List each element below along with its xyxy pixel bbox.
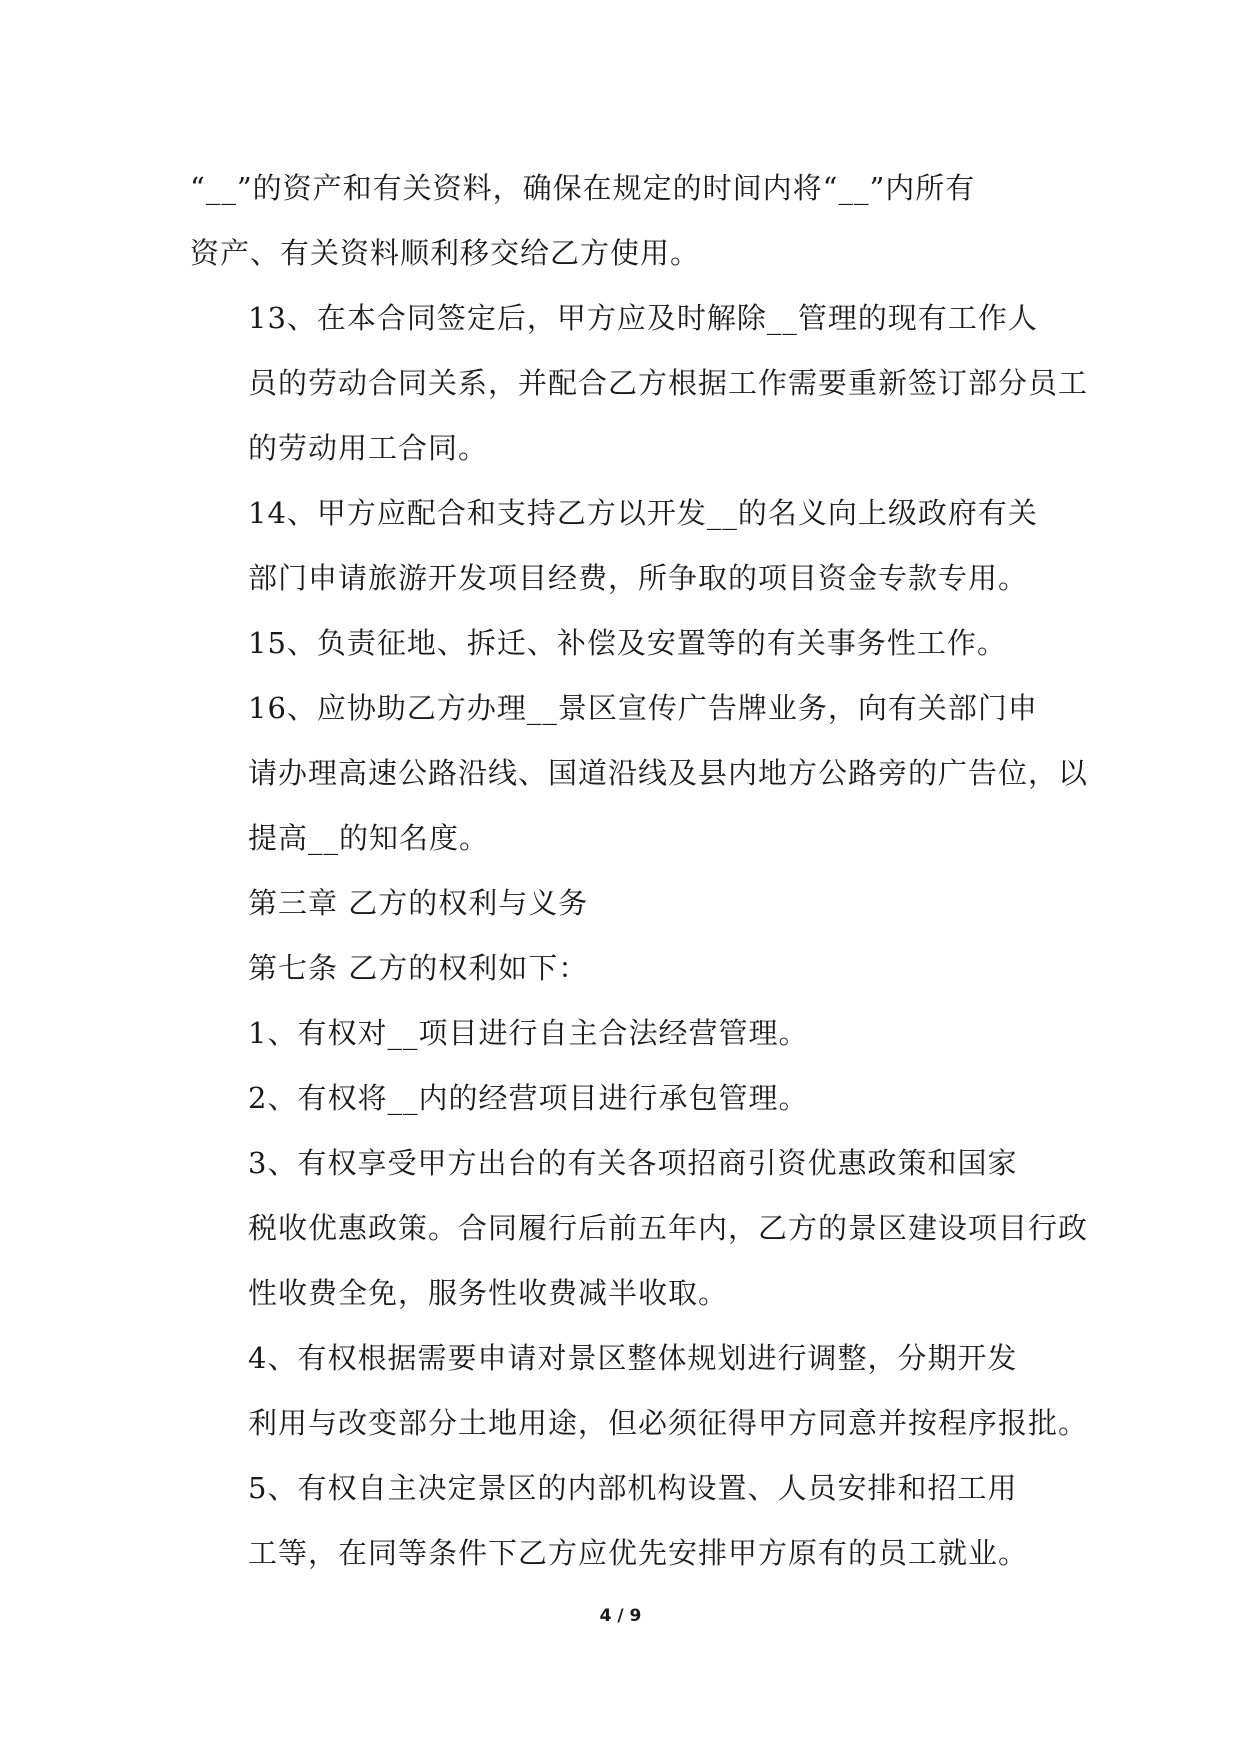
right-2 (190, 1066, 1052, 1131)
text-line: 14、甲方应配合和支持乙方以开发__的名义向上级政府有关 (248, 496, 1038, 530)
text-line: 利用与改变部分土地用途，但必须征得甲方同意并按程序报批。 (248, 1406, 1089, 1440)
text-line: 第三章 乙方的权利与义务 (248, 886, 589, 920)
right-3 (190, 1131, 1089, 1326)
text-line: 2、有权将__内的经营项目进行承包管理。 (248, 1081, 809, 1115)
right-1 (190, 1001, 1052, 1066)
text-line: 的劳动用工合同。 (248, 431, 489, 465)
text-line: 3、有权享受甲方出台的有关各项招商引资优惠政策和国家 (248, 1146, 1018, 1180)
clause-16 (190, 676, 1089, 871)
text-line: 1、有权对__项目进行自主合法经营管理。 (248, 1016, 809, 1050)
article-7-heading (190, 936, 1052, 1001)
document-body (190, 156, 1089, 1586)
right-5 (190, 1456, 1052, 1586)
text-line: 第七条 乙方的权利如下： (248, 951, 589, 985)
page-number: 4 / 9 (599, 1606, 642, 1626)
chapter-3-heading (190, 871, 1052, 936)
text-line: 税收优惠政策。合同履行后前五年内，乙方的景区建设项目行政 (248, 1211, 1089, 1245)
text-line: 提高__的知名度。 (248, 821, 490, 855)
text-line: 员的劳动合同关系，并配合乙方根据工作需要重新签订部分员工 (248, 366, 1089, 400)
text-line: 4、有权根据需要申请对景区整体规划进行调整，分期开发 (248, 1341, 1018, 1375)
text-line: 请办理高速公路沿线、国道沿线及县内地方公路旁的广告位，以 (248, 756, 1089, 790)
text-line: “__”的资产和有关资料，确保在规定的时间内将“__”内所有 (190, 171, 976, 205)
text-line: 15、负责征地、拆迁、补偿及安置等的有关事务性工作。 (248, 626, 1007, 660)
text-line: 资产、有关资料顺利移交给乙方使用。 (190, 236, 701, 270)
clause-14 (190, 481, 1052, 611)
text-line: 部门申请旅游开发项目经费，所争取的项目资金专款专用。 (248, 561, 1029, 595)
clause-13 (190, 286, 1089, 481)
text-line: 性收费全免，服务性收费减半收取。 (248, 1276, 729, 1310)
right-4 (190, 1326, 1089, 1456)
paragraph-asset-transfer (190, 156, 1052, 286)
text-line: 16、应协助乙方办理__景区宣传广告牌业务，向有关部门申 (248, 691, 1038, 725)
clause-15 (190, 611, 1052, 676)
text-line: 5、有权自主决定景区的内部机构设置、人员安排和招工用 (248, 1471, 1018, 1505)
text-line: 13、在本合同签定后，甲方应及时解除__管理的现有工作人 (248, 301, 1038, 335)
text-line: 工等，在同等条件下乙方应优先安排甲方原有的员工就业。 (248, 1536, 1029, 1570)
